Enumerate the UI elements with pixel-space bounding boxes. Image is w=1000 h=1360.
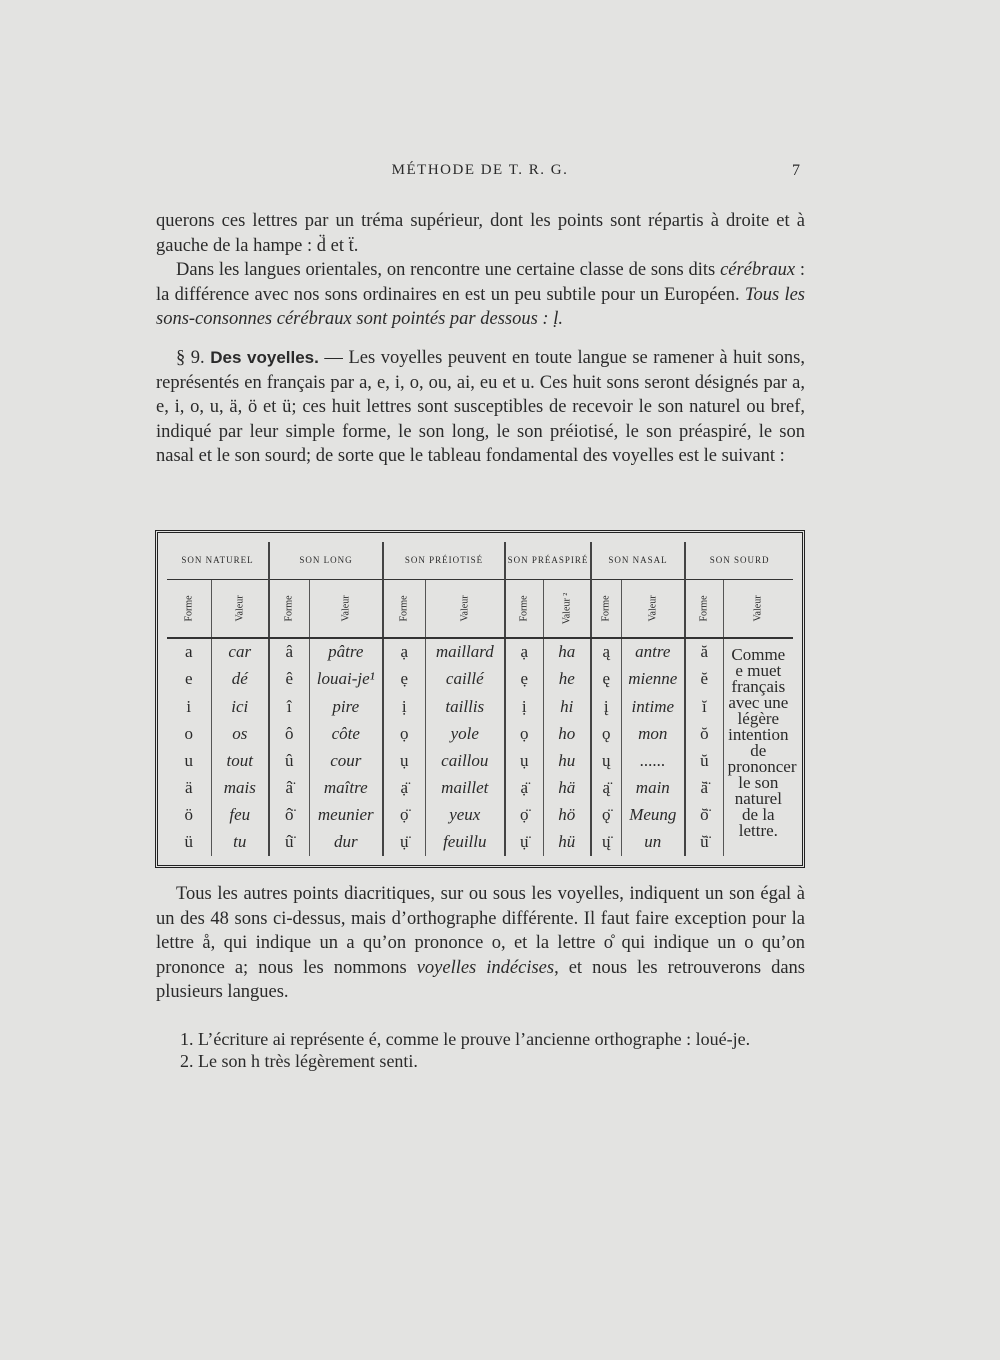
forme-cell: ị [383, 693, 425, 720]
sourd-valeur-note: Comme e muet français avec une légère intention de prononcer le son naturel de la lettre. [727, 644, 797, 840]
forme-cell: ŭ [685, 747, 723, 774]
forme-cell: o [167, 720, 211, 747]
forme-cell: a [167, 638, 211, 666]
vowel-row [167, 747, 793, 774]
valeur-cell: pire [309, 693, 383, 720]
forme-cell: î [269, 693, 309, 720]
valeur-cell: caillé [425, 666, 505, 693]
forme-header: Forme [167, 579, 211, 637]
running-head [156, 162, 804, 186]
paragraph-continued [156, 209, 805, 332]
forme-cell: ĕ [685, 666, 723, 693]
forme-cell: ŭ̈ [685, 829, 723, 856]
forme-cell: e [167, 666, 211, 693]
forme-cell: ô [269, 720, 309, 747]
valeur-cell: un [621, 829, 685, 856]
valeur-cell: dé [211, 666, 269, 693]
paragraph-diacritics [156, 882, 805, 1005]
group-header-row [167, 542, 793, 579]
forme-cell: ö [167, 802, 211, 829]
valeur-header: Valeur [723, 579, 793, 637]
valeur-cell: ...... [621, 747, 685, 774]
page-number: 7 [792, 162, 800, 179]
valeur-cell: intime [621, 693, 685, 720]
valeur-cell: meunier [309, 802, 383, 829]
forme-cell: ị [505, 693, 543, 720]
forme-cell: â [269, 638, 309, 666]
section-9 [156, 346, 805, 469]
forme-cell: ụ [505, 747, 543, 774]
forme-cell: û [269, 747, 309, 774]
valeur-cell: mienne [621, 666, 685, 693]
valeur-cell: tout [211, 747, 269, 774]
valeur-cell: feuillu [425, 829, 505, 856]
footnote-1: 1. L’écriture ai représente é, comme le prouve l’ancienne orthographe : loué-je. [180, 1029, 751, 1049]
valeur-cell: ha [543, 638, 591, 666]
valeur-cell: car [211, 638, 269, 666]
vowel-row [167, 774, 793, 801]
forme-header: Forme [269, 579, 309, 637]
text-span: : la différence avec nos sons ordinaires en est un peu subtile pour un Européen. [156, 260, 806, 305]
forme-cell: ẹ [505, 666, 543, 693]
forme-cell: ạ̈ [383, 774, 425, 801]
forme-header: Forme [383, 579, 425, 637]
valeur-cell: hö [543, 802, 591, 829]
forme-cell: ü [167, 829, 211, 856]
valeur-header: Valeur [309, 579, 383, 637]
forme-cell: ŏ [685, 720, 723, 747]
forme-cell: u [167, 747, 211, 774]
vowel-table-body [167, 638, 797, 856]
paragraph-text: querons ces lettres par un tréma supérieur, dont les points sont répartis à droite et à gauche de la hampe : d̈ et ẗ. [156, 211, 805, 256]
valeur-cell: maillet [425, 774, 505, 801]
paragraph-text [156, 882, 805, 1005]
forme-header: Forme [591, 579, 621, 637]
group-header: SON PRÉASPIRÉ [505, 542, 591, 579]
valeur-cell: he [543, 666, 591, 693]
valeur-cell: mais [211, 774, 269, 801]
forme-cell: ê [269, 666, 309, 693]
group-header: SON PRÉIOTISÉ [383, 542, 505, 579]
valeur-cell: yole [425, 720, 505, 747]
forme-cell: ẹ [383, 666, 425, 693]
forme-cell: ę [591, 666, 621, 693]
valeur-cell: yeux [425, 802, 505, 829]
vowel-row [167, 666, 793, 693]
valeur-cell: pâtre [309, 638, 383, 666]
section-number: § 9. [176, 348, 205, 368]
forme-cell: ọ [383, 720, 425, 747]
footnotes [156, 1028, 805, 1072]
vowel-table-grid [167, 542, 797, 856]
valeur-cell: dur [309, 829, 383, 856]
valeur-cell: os [211, 720, 269, 747]
valeur-cell: hi [543, 693, 591, 720]
forme-cell: ạ [505, 638, 543, 666]
vowel-row [167, 720, 793, 747]
valeur-cell: ho [543, 720, 591, 747]
text-span: , et nous les retrouverons dans plusieurs langues. [156, 957, 805, 1002]
forme-cell: ọ̈ [383, 802, 425, 829]
valeur-cell: antre [621, 638, 685, 666]
running-title: MÉTHODE DE T. R. G. [391, 162, 569, 178]
vowel-row [167, 693, 793, 720]
section-title: Des voyelles. [210, 348, 319, 367]
section-text: — Les voyelles peuvent en toute langue se ramener à huit sons, représentés en français par a, e, i, o, ou, ai, eu et u. Ces huit sons seront désignés par a, e, i, o, u, ä, ö et ü; ces huit lettres sont susceptibles de recevoir le son naturel ou bref, indiqué par leur simple forme, le son long, le son préiotisé, le son préaspiré, le son nasal et le son sourd; de sorte que le tableau fondamental des voyelles est le suivant : [156, 348, 806, 466]
valeur-cell: Meung [621, 802, 685, 829]
valeur-header: Valeur [425, 579, 505, 637]
group-header: SON SOURD [685, 542, 793, 579]
vowel-row [167, 829, 793, 856]
italic-term: voyelles indécises [416, 957, 555, 978]
forme-cell: ä [167, 774, 211, 801]
group-header: SON LONG [269, 542, 383, 579]
forme-cell: ụ [383, 747, 425, 774]
forme-cell: ă [685, 638, 723, 666]
sub-header-row [167, 579, 793, 637]
group-header: SON NASAL [591, 542, 685, 579]
paragraph-cerebraux [156, 258, 805, 332]
valeur-cell: ici [211, 693, 269, 720]
forme-cell: ô̈ [269, 802, 309, 829]
valeur-header: Valeur [211, 579, 269, 637]
forme-cell: i [167, 693, 211, 720]
forme-cell: ụ̈ [383, 829, 425, 856]
valeur-cell: hü [543, 829, 591, 856]
forme-cell: ų̈ [591, 829, 621, 856]
italic-sentence: Tous les sons-consonnes cérébraux sont pointés par dessous : ḷ. [156, 284, 805, 329]
group-header: SON NATUREL [167, 542, 269, 579]
forme-cell: ọ [505, 720, 543, 747]
forme-cell: ă̈ [685, 774, 723, 801]
forme-cell: ọ̈ [505, 802, 543, 829]
valeur-cell: maillard [425, 638, 505, 666]
forme-cell: û̈ [269, 829, 309, 856]
valeur-cell: tu [211, 829, 269, 856]
text-span: Tous les autres points diacritiques, sur ou sous les voyelles, indiquent un son égal à un des 48 sons ci-dessus, mais d’orthographe différente. Il faut faire exception pour la lettre å, qui indique un a qu’on prononce o, et la lettre o̊ qui indique un o qu’on prononce a; nous les nommons [156, 884, 805, 978]
forme-cell: ų [591, 747, 621, 774]
forme-header: Forme [685, 579, 723, 637]
italic-term: cérébraux [720, 260, 796, 280]
valeur-cell: maître [309, 774, 383, 801]
valeur-cell: côte [309, 720, 383, 747]
forme-cell: ǫ [591, 720, 621, 747]
vowel-table [155, 530, 805, 868]
forme-cell: į [591, 693, 621, 720]
forme-cell: ŏ̈ [685, 802, 723, 829]
valeur-cell: hä [543, 774, 591, 801]
footnote-2: 2. Le son h très légèrement senti. [180, 1051, 418, 1071]
forme-header: Forme [505, 579, 543, 637]
forme-cell: ụ̈ [505, 829, 543, 856]
forme-cell: ą̈ [591, 774, 621, 801]
valeur-cell: louai-je¹ [309, 666, 383, 693]
forme-cell: ĭ [685, 693, 723, 720]
valeur-cell: hu [543, 747, 591, 774]
valeur-cell: caillou [425, 747, 505, 774]
valeur-header: Valeur [621, 579, 685, 637]
valeur-cell: feu [211, 802, 269, 829]
forme-cell: ǫ̈ [591, 802, 621, 829]
valeur-header: Valeur ² [543, 579, 591, 637]
valeur-cell: mon [621, 720, 685, 747]
vowel-row [167, 802, 793, 829]
forme-cell: ạ̈ [505, 774, 543, 801]
text-span: Dans les langues orientales, on rencontre une certaine classe de sons dits [176, 260, 721, 280]
forme-cell: ạ [383, 638, 425, 666]
valeur-cell: taillis [425, 693, 505, 720]
valeur-cell: cour [309, 747, 383, 774]
valeur-cell: main [621, 774, 685, 801]
vowel-row [167, 638, 793, 666]
section-9-paragraph [156, 346, 805, 469]
forme-cell: â̈ [269, 774, 309, 801]
forme-cell: ą [591, 638, 621, 666]
